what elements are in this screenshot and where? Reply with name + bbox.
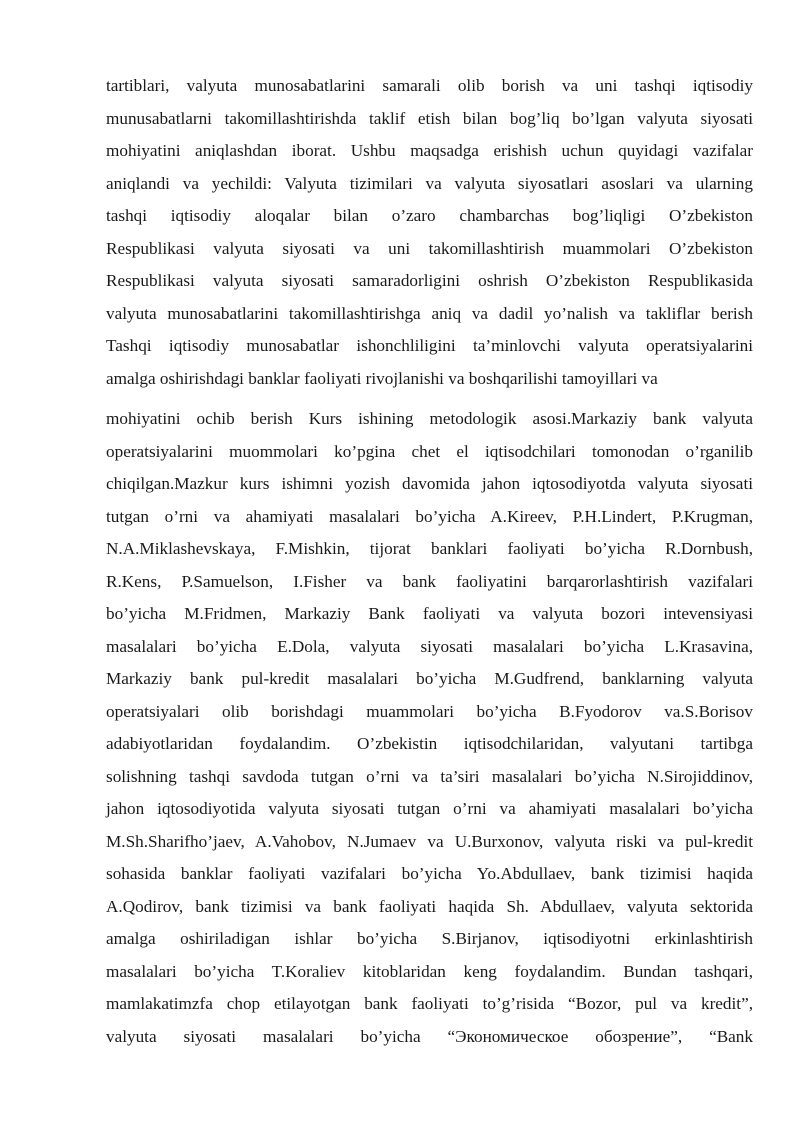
text-line: R.Kens, P.Samuelson, I.Fisher va bank faoliyatini barqarorlashtirish vazifalari [106, 571, 753, 591]
text-line: solishning tashqi savdoda tutgan o’rni va ta’siri masalalari bo’yicha N.Sirojiddinov, [106, 766, 753, 786]
text-line: tartiblari, valyuta munosabatlarini samarali olib borish va uni tashqi iqtisodiy [106, 76, 753, 95]
text-line: mamlakatimzfa chop etilayotgan bank faoliyati to’g’risida “Bozor, pul va kredit”, [106, 994, 753, 1013]
text-line: munusabatlarni takomillashtirishda taklif etish bilan bog’liq bo’lgan valyuta siyosati [106, 108, 753, 128]
text-line: valyuta munosabatlarini takomillashtirishga aniq va dadil yo’nalish va takliflar berish [106, 303, 753, 323]
text-line: sohasida banklar faoliyati vazifalari bo’yicha Yo.Abdullaev, bank tizimisi haqida [106, 864, 753, 883]
text-line: A.Qodirov, bank tizimisi va bank faoliyati haqida Sh. Abdullaev, valyuta sektorida [106, 896, 753, 916]
text-line: adabiyotlaridan foydalandim. O’zbekistin iqtisodchilaridan, valyutani tartibga [106, 734, 753, 753]
text-line: N.A.Miklashevskaya, F.Mishkin, tijorat banklari faoliyati bo’yicha R.Dornbush, [106, 539, 753, 558]
text-line: jahon iqtosodiyotida valyuta siyosati tutgan o’rni va ahamiyati masalalari bo’yicha [106, 799, 753, 818]
text-line: Respublikasi valyuta siyosati samaradorligini oshrish O’zbekiston Respublikasida [106, 271, 753, 290]
text-line: masalalari bo’yicha T.Koraliev kitoblaridan keng foydalandim. Bundan tashqari, [106, 961, 753, 981]
paragraph-1 [106, 70, 753, 395]
text-line: mohiyatini ochib berish Kurs ishining metodologik asosi.Markaziy bank valyuta [106, 409, 753, 428]
text-line: chiqilgan.Mazkur kurs ishimni yozish davomida jahon iqtosodiyotda valyuta siyosati [106, 474, 753, 493]
text-line: operatsiyalarini muommolari ko’pgina chet el iqtisodchilari tomonodan o’rganilib [106, 441, 753, 461]
text-line: mohiyatini aniqlashdan iborat. Ushbu maqsadga erishish uchun quyidagi vazifalar [106, 141, 753, 160]
text-line: Tashqi iqtisodiy munosabatlar ishonchliligini ta’minlovchi valyuta operatsiyalarini [106, 336, 753, 355]
text-line: amalga oshiriladigan ishlar bo’yicha S.Birjanov, iqtisodiyotni erkinlashtirish [106, 929, 753, 948]
text-line: tashqi iqtisodiy aloqalar bilan o’zaro chambarchas bog’liqligi O’zbekiston [106, 206, 753, 225]
paragraph-2 [106, 403, 753, 1053]
text-line: tutgan o’rni va ahamiyati masalalari bo’yicha A.Kireev, P.H.Lindert, P.Krugman, [106, 506, 753, 526]
text-line: operatsiyalari olib borishdagi muammolari bo’yicha B.Fyodorov va.S.Borisov [106, 701, 753, 721]
text-line: amalga oshirishdagi banklar faoliyati rivojlanishi va boshqarilishi tamoyillari va [106, 368, 658, 388]
text-line: valyuta siyosati masalalari bo’yicha “Экономическое обозрение”, “Bank [106, 1026, 753, 1046]
text-line: masalalari bo’yicha E.Dola, valyuta siyosati masalalari bo’yicha L.Krasavina, [106, 636, 753, 656]
text-line: bo’yicha M.Fridmen, Markaziy Bank faoliyati va valyuta bozori intevensiyasi [106, 604, 753, 623]
text-line: aniqlandi va yechildi: Valyuta tizimilari va valyuta siyosatlari asoslari va ularning [106, 173, 753, 193]
text-line: Respublikasi valyuta siyosati va uni takomillashtirish muammolari O’zbekiston [106, 238, 753, 258]
text-line: Markaziy bank pul-kredit masalalari bo’yicha M.Gudfrend, banklarning valyuta [106, 669, 753, 688]
text-line: M.Sh.Sharifho’jaev, A.Vahobov, N.Jumaev va U.Burxonov, valyuta riski va pul-kredit [106, 831, 753, 851]
